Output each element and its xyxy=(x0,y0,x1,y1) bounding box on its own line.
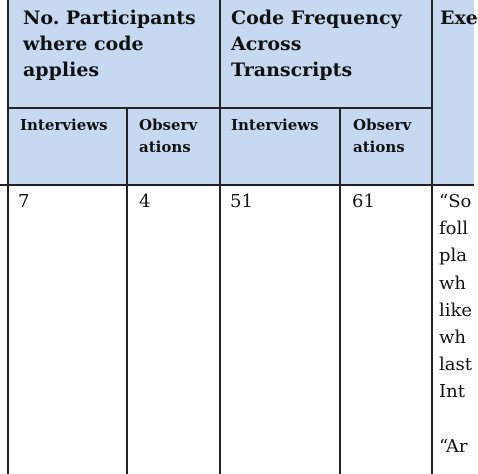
header-participants-label: No. Participants where code applies xyxy=(23,7,196,81)
subheader-p-interviews xyxy=(8,108,127,185)
cell-p-interviews xyxy=(8,185,127,474)
grid-line xyxy=(339,108,341,474)
subheader-p-interviews-label: Interviews xyxy=(20,116,108,134)
header-frequency xyxy=(220,0,432,108)
excerpt-text: “So foll pla wh like wh last Int “Ar xyxy=(439,191,473,457)
value-f-observations: 61 xyxy=(352,191,375,212)
grid-line xyxy=(126,108,128,474)
grid-line xyxy=(431,0,433,474)
grid-line xyxy=(7,0,9,474)
cell-excerpt xyxy=(432,185,474,474)
header-excerpt xyxy=(432,0,478,185)
cell-f-interviews xyxy=(220,185,340,474)
value-p-observations: 4 xyxy=(139,191,151,212)
header-frequency-label: Code Frequency Across Transcripts xyxy=(231,7,402,81)
subheader-f-interviews-label: Interviews xyxy=(231,116,319,134)
header-participants xyxy=(8,0,220,108)
subheader-p-observations xyxy=(127,108,220,185)
subheader-f-observations xyxy=(340,108,432,185)
grid-line xyxy=(219,0,221,474)
subheader-f-interviews xyxy=(220,108,340,185)
cell-f-observations xyxy=(340,185,432,474)
value-f-interviews: 51 xyxy=(230,191,253,212)
subheader-p-observations-label: Observ ations xyxy=(139,116,198,156)
subheader-f-observations-label: Observ ations xyxy=(353,116,412,156)
cell-p-observations xyxy=(127,185,220,474)
header-excerpt-label: Exe xyxy=(440,7,478,29)
grid-line xyxy=(0,184,474,186)
grid-line xyxy=(7,107,433,109)
value-p-interviews: 7 xyxy=(18,191,30,212)
